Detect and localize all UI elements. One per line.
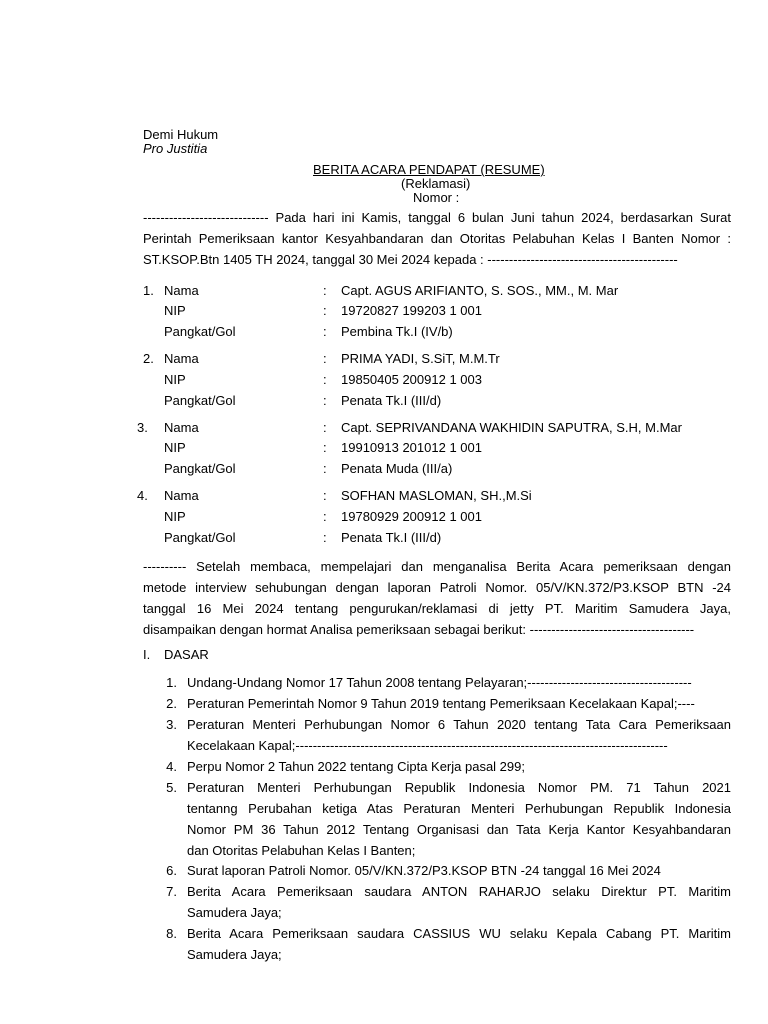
- officer-pangkat: Penata Tk.I (III/d): [341, 393, 442, 408]
- analysis-paragraph: [143, 556, 731, 640]
- officer-pangkat-label: Pangkat/Gol: [164, 324, 236, 339]
- header-demi-hukum: Demi Hukum: [143, 127, 219, 142]
- dasar-line: Berita Acara Pemeriksaan saudara ANTON RAHARJO selaku Direktur PT. Maritim: [187, 884, 731, 899]
- dasar-number: 7.: [166, 884, 177, 899]
- dasar-line: Samudera Jaya;: [187, 905, 282, 920]
- dasar-item: [187, 777, 731, 861]
- colon: :: [323, 530, 327, 545]
- document-nomor: Nomor :: [413, 190, 460, 205]
- dasar-line: Surat laporan Patroli Nomor. 05/V/KN.372/P3.KSOP BTN -24 tanggal 16 Mei 2024: [187, 863, 661, 878]
- colon: :: [323, 509, 327, 524]
- dasar-line: Samudera Jaya;: [187, 947, 282, 962]
- colon: :: [323, 440, 327, 455]
- colon: :: [323, 303, 327, 318]
- dasar-number: 6.: [166, 863, 177, 878]
- intro-line: ----------------------------- Pada hari ini Kamis, tanggal 6 bulan Juni tahun 2024, berdasarkan Surat: [143, 210, 731, 225]
- officer-nama-label: Nama: [164, 283, 199, 298]
- officer-nip: 19910913 201012 1 001: [341, 440, 482, 455]
- dasar-line: dan Otoritas Pelabuhan Kelas I Banten;: [187, 843, 416, 858]
- analysis-line: disampaikan dengan hormat Analisa pemeriksaan sebagai berikut: --------------------------------------: [143, 622, 695, 637]
- dasar-line: Peraturan Menteri Perhubungan Republik Indonesia Nomor PM. 71 Tahun 2021: [187, 780, 731, 795]
- header-pro-justitia: Pro Justitia: [143, 141, 208, 156]
- dasar-item: [187, 923, 731, 965]
- analysis-line: tanggal 16 Mei 2024 tentang pengurukan/reklamasi di jetty PT. Maritim Samudera Jaya,: [143, 601, 731, 616]
- dasar-item: [187, 756, 731, 777]
- officer-nip-label: NIP: [164, 303, 186, 318]
- section-number: I.: [143, 647, 151, 662]
- officer-pangkat: Penata Tk.I (III/d): [341, 530, 442, 545]
- dasar-line: Berita Acara Pemeriksaan saudara CASSIUS WU selaku Kepala Cabang PT. Maritim: [187, 926, 731, 941]
- dasar-line: tentanng Perubahan ketiga Atas Peraturan Menteri Perhubungan Republik Indonesia: [187, 801, 731, 816]
- officer-pangkat-label: Pangkat/Gol: [164, 461, 236, 476]
- dasar-line: Undang-Undang Nomor 17 Tahun 2008 tentang Pelayaran;--------------------------------------: [187, 675, 692, 690]
- officer-number: 1.: [143, 283, 154, 298]
- dasar-number: 2.: [166, 696, 177, 711]
- document-title: BERITA ACARA PENDAPAT (RESUME): [313, 162, 545, 177]
- dasar-number: 5.: [166, 780, 177, 795]
- officer-pangkat: Pembina Tk.I (IV/b): [341, 324, 453, 339]
- officer-number: 4.: [137, 488, 148, 503]
- officer-nama: Capt. SEPRIVANDANA WAKHIDIN SAPUTRA, S.H, M.Mar: [341, 420, 682, 435]
- dasar-number: 3.: [166, 717, 177, 732]
- officer-nip-label: NIP: [164, 509, 186, 524]
- officer-number: 3.: [137, 420, 148, 435]
- intro-paragraph: [143, 207, 731, 270]
- dasar-item: [187, 714, 731, 756]
- dasar-number: 4.: [166, 759, 177, 774]
- officer-pangkat-label: Pangkat/Gol: [164, 530, 236, 545]
- colon: :: [323, 420, 327, 435]
- section-title: DASAR: [164, 647, 209, 662]
- colon: :: [323, 324, 327, 339]
- dasar-item: [187, 693, 747, 714]
- officer-nama: SOFHAN MASLOMAN, SH.,M.Si: [341, 488, 532, 503]
- intro-line: Perintah Pemeriksaan kantor Kesyahbandaran dan Otoritas Pelabuhan Kelas I Banten Nomor :: [143, 231, 731, 246]
- colon: :: [323, 461, 327, 476]
- officer-nama: Capt. AGUS ARIFIANTO, S. SOS., MM., M. Mar: [341, 283, 619, 298]
- officer-nip-label: NIP: [164, 440, 186, 455]
- officer-nip: 19720827 199203 1 001: [341, 303, 482, 318]
- officer-nama-label: Nama: [164, 488, 199, 503]
- dasar-line: Kecelakaan Kapal;--------------------------------------------------------------------------------------: [187, 738, 668, 753]
- colon: :: [323, 488, 327, 503]
- intro-line: ST.KSOP.Btn 1405 TH 2024, tanggal 30 Mei 2024 kepada : --------------------------------------------: [143, 252, 678, 267]
- officer-nip: 19780929 200912 1 001: [341, 509, 482, 524]
- officer-nama: PRIMA YADI, S.SiT, M.M.Tr: [341, 351, 500, 366]
- dasar-line: Peraturan Pemerintah Nomor 9 Tahun 2019 tentang Pemeriksaan Kecelakaan Kapal;----: [187, 696, 695, 711]
- officer-pangkat-label: Pangkat/Gol: [164, 393, 236, 408]
- dasar-line: Perpu Nomor 2 Tahun 2022 tentang Cipta Kerja pasal 299;: [187, 759, 525, 774]
- dasar-number: 8.: [166, 926, 177, 941]
- dasar-item: [187, 672, 747, 693]
- officer-nama-label: Nama: [164, 420, 199, 435]
- officer-nama-label: Nama: [164, 351, 199, 366]
- colon: :: [323, 372, 327, 387]
- document-subtitle: (Reklamasi): [401, 176, 471, 191]
- colon: :: [323, 283, 327, 298]
- dasar-item: [187, 881, 731, 923]
- officer-number: 2.: [143, 351, 154, 366]
- dasar-number: 1.: [166, 675, 177, 690]
- analysis-line: metode interview sehubungan dengan laporan Patroli Nomor. 05/V/KN.372/P3.KSOP BTN -24: [143, 580, 731, 595]
- colon: :: [323, 351, 327, 366]
- colon: :: [323, 393, 327, 408]
- officer-nip-label: NIP: [164, 372, 186, 387]
- dasar-item: [187, 860, 731, 881]
- officer-pangkat: Penata Muda (III/a): [341, 461, 453, 476]
- officer-nip: 19850405 200912 1 003: [341, 372, 482, 387]
- dasar-line: Nomor PM 36 Tahun 2012 Tentang Organisasi dan Tata Kerja Kantor Kesyahbandaran: [187, 822, 731, 837]
- dasar-line: Peraturan Menteri Perhubungan Nomor 6 Tahun 2020 tentang Tata Cara Pemeriksaan: [187, 717, 731, 732]
- analysis-line: ---------- Setelah membaca, mempelajari dan menganalisa Berita Acara pemeriksaan dengan: [143, 559, 731, 574]
